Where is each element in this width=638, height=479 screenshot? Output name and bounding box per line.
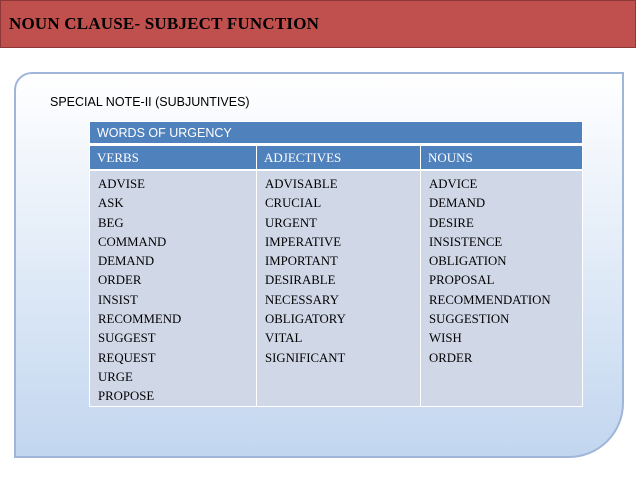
verb-item: PROPOSE — [98, 389, 155, 404]
nouns-column — [420, 171, 582, 406]
noun-item: INSISTENCE — [429, 234, 503, 249]
verb-item: SUGGEST — [98, 331, 156, 346]
verb-item: BEG — [98, 215, 124, 230]
words-table — [89, 121, 583, 407]
header-nouns: NOUNS — [420, 146, 582, 169]
verb-item: REQUEST — [98, 350, 156, 365]
title-bar — [0, 0, 636, 48]
adjective-item: IMPORTANT — [265, 254, 338, 269]
verb-item: ASK — [98, 196, 124, 211]
table-caption: WORDS OF URGENCY — [89, 121, 583, 144]
adjective-item: SIGNIFICANT — [265, 350, 346, 365]
noun-item: OBLIGATION — [429, 254, 507, 269]
noun-item: DESIRE — [429, 215, 474, 230]
noun-item: WISH — [429, 331, 462, 346]
verb-item: ADVISE — [98, 177, 145, 191]
table-body-row — [89, 170, 583, 407]
header-verbs: VERBS — [97, 149, 139, 165]
noun-item: RECOMMENDATION — [429, 292, 551, 307]
verb-item: COMMAND — [98, 234, 167, 249]
adjective-item: ADVISABLE — [265, 177, 338, 191]
adjective-item: NECESSARY — [265, 292, 339, 307]
adjective-item: IMPERATIVE — [265, 234, 342, 249]
verb-item: RECOMMEND — [98, 312, 182, 327]
table-header-row — [89, 144, 583, 170]
page-title: NOUN CLAUSE- SUBJECT FUNCTION — [9, 14, 320, 33]
special-note-heading: SPECIAL NOTE-II (SUBJUNTIVES) — [50, 95, 250, 109]
adjectives-column — [256, 171, 420, 406]
noun-item: ADVICE — [429, 177, 478, 191]
adjective-item: VITAL — [265, 331, 303, 346]
noun-item: DEMAND — [429, 196, 486, 211]
noun-item: PROPOSAL — [429, 273, 495, 288]
header-adjectives: ADJECTIVES — [256, 146, 420, 169]
adjective-item: URGENT — [265, 215, 317, 230]
adjective-item: OBLIGATORY — [265, 312, 346, 327]
verb-item: INSIST — [98, 292, 138, 307]
verb-item: URGE — [98, 369, 133, 384]
noun-item: ORDER — [429, 350, 473, 365]
noun-item: SUGGESTION — [429, 312, 510, 327]
verb-item: DEMAND — [98, 254, 155, 269]
verb-item: ORDER — [98, 273, 142, 288]
adjective-item: DESIRABLE — [265, 273, 336, 288]
adjective-item: CRUCIAL — [265, 196, 322, 211]
verbs-column — [90, 171, 256, 406]
